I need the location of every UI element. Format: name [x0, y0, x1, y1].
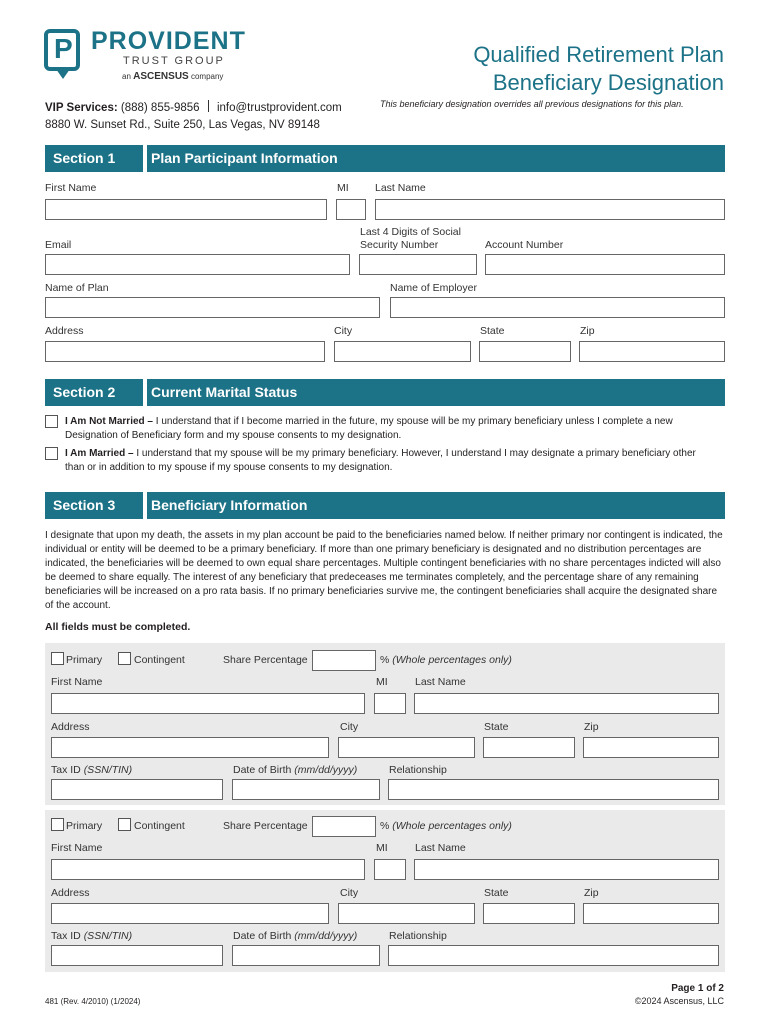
- contact-line: VIP Services: (888) 855-9856 info@trustprovident.com: [45, 102, 342, 114]
- b1-dob-input[interactable]: [232, 779, 380, 800]
- b2-state-input[interactable]: [483, 903, 575, 924]
- required-note: All fields must be completed.: [45, 621, 191, 633]
- b1-first-input[interactable]: [51, 693, 365, 714]
- married-checkbox[interactable]: [45, 447, 58, 460]
- last-name-input[interactable]: [375, 199, 725, 220]
- zip-input[interactable]: [579, 341, 725, 362]
- b1-address-input[interactable]: [51, 737, 329, 758]
- section1-header: Section 1 Plan Participant Information: [45, 145, 725, 172]
- label-email: Email: [45, 239, 72, 251]
- b2-dob-input[interactable]: [232, 945, 380, 966]
- b1-city-input[interactable]: [338, 737, 475, 758]
- label-address: Address: [45, 325, 84, 337]
- label-city: City: [334, 325, 353, 337]
- mi-input[interactable]: [336, 199, 366, 220]
- override-note: This beneficiary designation overrides all previous designations for this plan.: [380, 99, 684, 109]
- b1-zip-input[interactable]: [583, 737, 719, 758]
- b1-tax-input[interactable]: [51, 779, 223, 800]
- address-input[interactable]: [45, 341, 325, 362]
- married-text: I Am Married – I understand that my spouse will be my primary beneficiary. However, I understand I may designate a primary beneficiary other than or in addition to my spouse if my spouse consents to my designation.: [65, 448, 696, 473]
- label-plan: Name of Plan: [45, 282, 109, 294]
- label-ssn: Last 4 Digits of Social Security Number: [360, 226, 461, 251]
- state-input[interactable]: [479, 341, 571, 362]
- label-last-name: Last Name: [375, 182, 426, 194]
- logo-mark: P: [44, 29, 80, 71]
- page-number: Page 1 of 2: [671, 983, 724, 994]
- b2-relationship-input[interactable]: [388, 945, 719, 966]
- label-state: State: [480, 325, 505, 337]
- b2-address-input[interactable]: [51, 903, 329, 924]
- logo: [44, 29, 274, 85]
- b2-primary-checkbox[interactable]: [51, 818, 64, 831]
- label-employer: Name of Employer: [390, 282, 477, 294]
- ssn-input[interactable]: [359, 254, 477, 275]
- label-zip: Zip: [580, 325, 595, 337]
- b1-share-input[interactable]: [312, 650, 376, 671]
- section3-header: Section 3 Beneficiary Information: [45, 492, 725, 519]
- not-married-text: I Am Not Married – I understand that if I become married in the future, my spouse will be my primary beneficiary unless I complete a new Designation of Beneficiary form and my spouse consents to my designation.: [65, 416, 673, 441]
- b1-mi-input[interactable]: [374, 693, 406, 714]
- b1-primary-checkbox[interactable]: [51, 652, 64, 665]
- b2-zip-input[interactable]: [583, 903, 719, 924]
- plan-input[interactable]: [45, 297, 380, 318]
- b2-first-input[interactable]: [51, 859, 365, 880]
- section2-header: Section 2 Current Marital Status: [45, 379, 725, 406]
- b1-last-input[interactable]: [414, 693, 719, 714]
- brand-company: an ASCENSUS company: [122, 71, 224, 82]
- b2-contingent-checkbox[interactable]: [118, 818, 131, 831]
- b2-city-input[interactable]: [338, 903, 475, 924]
- b1-contingent-checkbox[interactable]: [118, 652, 131, 665]
- label-mi: MI: [337, 182, 349, 194]
- b2-last-input[interactable]: [414, 859, 719, 880]
- b2-mi-input[interactable]: [374, 859, 406, 880]
- employer-input[interactable]: [390, 297, 725, 318]
- email-input[interactable]: [45, 254, 350, 275]
- label-account: Account Number: [485, 239, 564, 251]
- form-number: 481 (Rev. 4/2010) (1/2024): [45, 997, 141, 1006]
- account-input[interactable]: [485, 254, 725, 275]
- label-first-name: First Name: [45, 182, 97, 194]
- brand-sub: TRUST GROUP: [123, 55, 225, 67]
- b2-share-input[interactable]: [312, 816, 376, 837]
- beneficiary-paragraph: I designate that upon my death, the assets in my plan account be paid to the beneficiaries named below. If neither primary nor contingent is indicated, the individual or entity will be deemed to be a primary beneficiary. If more than one primary beneficiary is designated and no distribution percentages are indicated, the beneficiaries will be deemed to own equal share percentages. Multiple contingent beneficiaries with no share percentages indicted will also be deemed to share equally. The interest of any beneficiary that predeceases me terminates completely, and the percentage share of any remaining beneficiaries will be increased on a pro rata basis. If no primary beneficiaries survive me, the contingent beneficiaries shall acquire the designated share of the account.: [45, 530, 723, 611]
- copyright: ©2024 Ascensus, LLC: [634, 996, 724, 1006]
- brand-name: PROVIDENT: [91, 27, 246, 55]
- b2-tax-input[interactable]: [51, 945, 223, 966]
- b1-relationship-input[interactable]: [388, 779, 719, 800]
- b1-state-input[interactable]: [483, 737, 575, 758]
- first-name-input[interactable]: [45, 199, 327, 220]
- doc-title: Qualified Retirement Plan Beneficiary Designation: [473, 42, 724, 95]
- contact-address: 8880 W. Sunset Rd., Suite 250, Las Vegas, NV 89148: [45, 119, 320, 131]
- city-input[interactable]: [334, 341, 471, 362]
- not-married-checkbox[interactable]: [45, 415, 58, 428]
